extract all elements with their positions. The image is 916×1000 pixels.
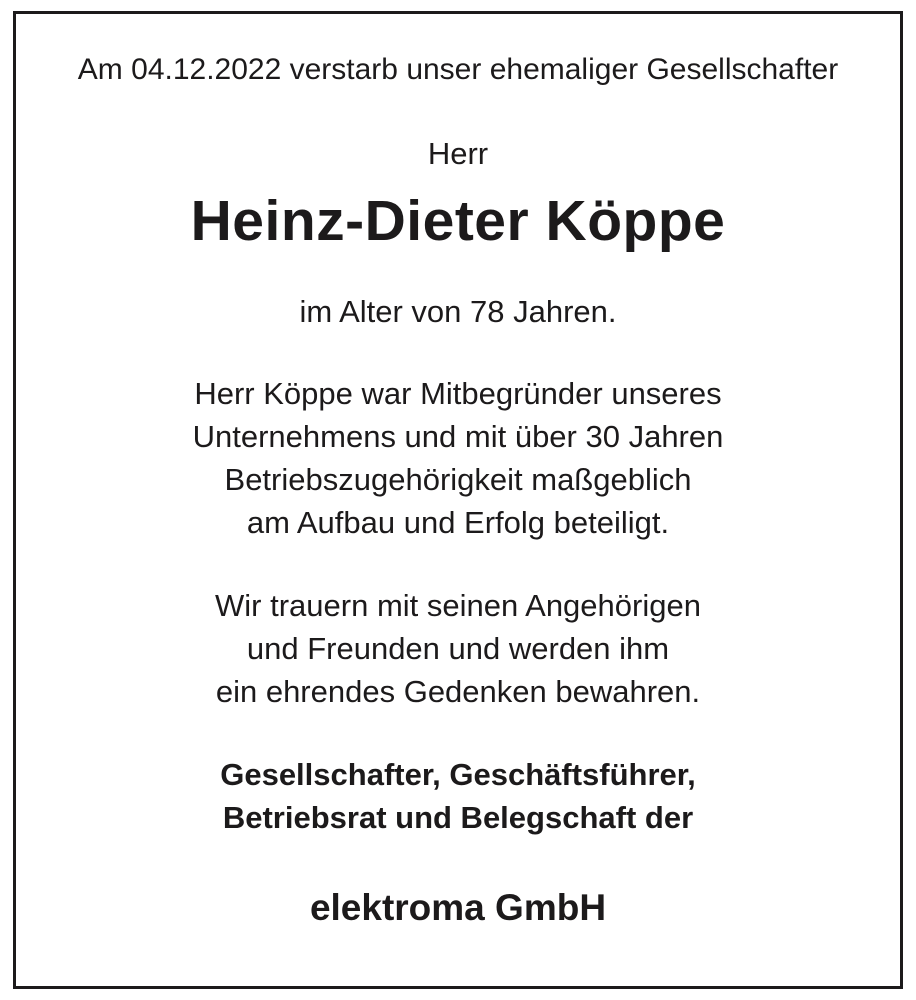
tribute-line: Unternehmens und mit über 30 Jahren — [192, 419, 724, 454]
mourning-line: ein ehrendes Gedenken bewahren. — [215, 674, 701, 709]
mourning-line: Wir trauern mit seinen Angehörigen — [215, 588, 701, 623]
intro-text: Am 04.12.2022 verstarb unser ehemaliger Gesellschafter — [77, 53, 839, 86]
tribute-line: am Aufbau und Erfolg beteiligt. — [246, 505, 670, 540]
company-name: elektroma GmbH — [309, 887, 607, 928]
signatory-line: Betriebsrat und Belegschaft der — [222, 800, 694, 835]
tribute-line: Herr Köppe war Mitbegründer unseres — [194, 376, 722, 411]
deceased-name: Heinz-Dieter Köppe — [190, 189, 726, 253]
signatory-line: Gesellschafter, Geschäftsführer, — [220, 757, 696, 792]
mourning-line: und Freunden und werden ihm — [246, 631, 670, 666]
age-text: im Alter von 78 Jahren. — [299, 294, 617, 329]
tribute-line: Betriebszugehörigkeit maßgeblich — [224, 462, 692, 497]
salutation: Herr — [427, 136, 489, 171]
